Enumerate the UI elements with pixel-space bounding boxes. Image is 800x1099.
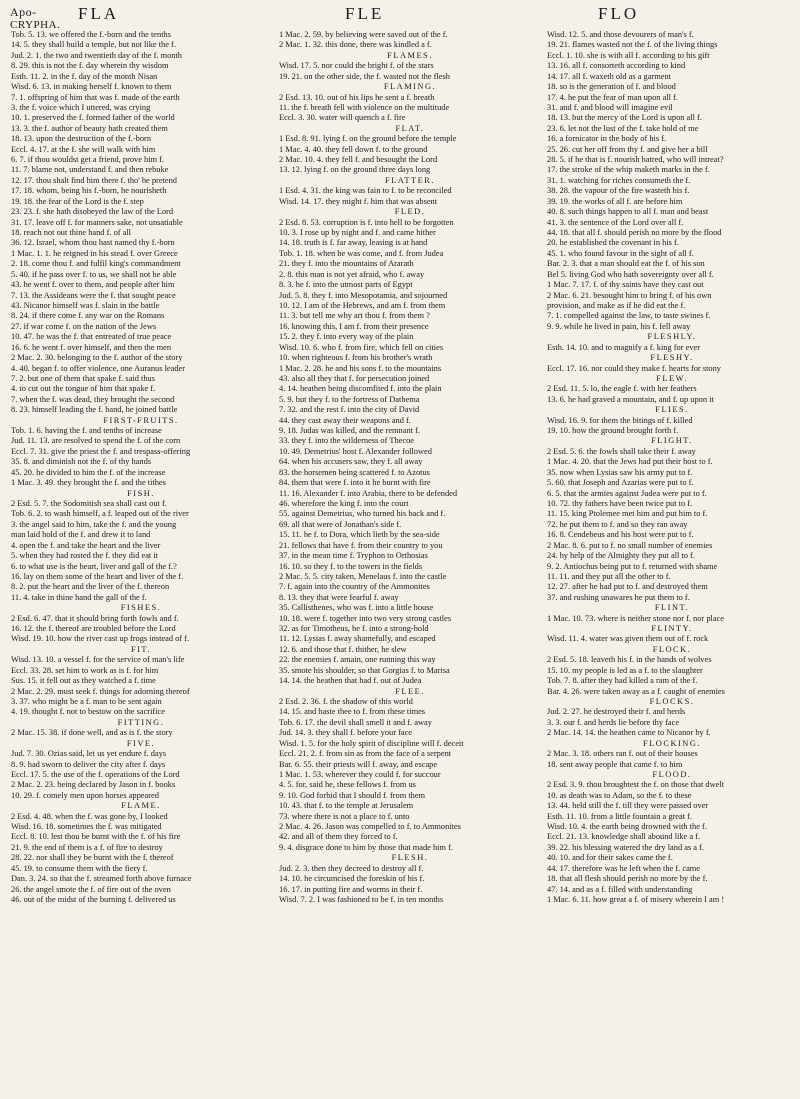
headword: FLESHLY. xyxy=(647,332,697,342)
concordance-entry: Eccl. 21. 2. f. from sin as from the face of a serpent xyxy=(279,749,452,759)
headword: FISHES. xyxy=(120,603,162,613)
concordance-entry: Wisd. 16. 9. for them the bitings of f. killed xyxy=(547,415,693,425)
concordance-entry: 16. lay on them some of the heart and liver of the f. xyxy=(11,571,184,581)
concordance-entry: 6. to what use is the heart, liver and gall of the f.? xyxy=(11,561,177,571)
concordance-entry: 73. where there is not a place to f. unto xyxy=(279,811,410,821)
concordance-entry: 2 Esd. 3. 9. thou broughtest the f. on those that dwelt xyxy=(547,780,725,790)
concordance-entry: 11. 3. but tell me why art thou f. from them ? xyxy=(279,311,430,321)
concordance-entry: 11. the f. breath fell with violence on the multitude xyxy=(279,102,450,112)
concordance-entry: 2 Mac. 10. 4. they fell f. and besought the Lord xyxy=(279,155,438,165)
concordance-entry: 2 Esd. 2. 36. f. the shadow of this world xyxy=(279,697,413,706)
concordance-entry: 69. all that were of Jonathan's side f. xyxy=(279,519,402,529)
concordance-entry: 18. so is the generation of f. and blood xyxy=(547,82,676,92)
concordance-entry: 13. 44. held still the f. till they were passed over xyxy=(547,801,709,811)
concordance-entry: 21. 9. the end of them is a f. of fire to destroy xyxy=(11,842,163,852)
headword: FLEW. xyxy=(656,373,688,383)
concordance-entry: 9. 18. Judas was killed, and the remnant f. xyxy=(279,426,420,436)
concordance-entry: 6. 7. if thou wouldst get a friend, prove him f. xyxy=(11,155,165,165)
concordance-entry: 4. to cut out the tongue of him that spake f. xyxy=(11,384,156,394)
concordance-entry: 1 Mac. 3. 49. they brought the f. and the tithes xyxy=(11,478,166,488)
concordance-entry: 24. by help of the Almighty they put all to f. xyxy=(547,551,695,561)
headword: FLAMING. xyxy=(383,82,437,92)
running-head-col3: FLO xyxy=(598,4,640,23)
concordance-entry: 1 Mac. 2. 59. by believing were saved out of the f. xyxy=(279,30,448,39)
concordance-entry: Wisd. 16. 18. sometimes the f. was mitigated xyxy=(11,822,162,832)
concordance-entry: 1 Mac. 4. 40. they fell down f. to the ground xyxy=(279,144,428,154)
headword: FITTING. xyxy=(117,717,165,727)
concordance-entry: 8. 24. if there come f. any war on the Romans xyxy=(11,311,165,321)
concordance-entry: 10. 18. were f. together into two very strong castles xyxy=(279,613,452,623)
concordance-entry: Eccl. 17. 16. nor could they make f. hearts for stony xyxy=(547,363,721,373)
headword: FIVE. xyxy=(126,738,156,748)
concordance-entry: Jud. 5. 8. they f. into Mesopotamia, and sojourned xyxy=(279,290,448,300)
concordance-entry: 44. 18. that all f. should perish no more by the flood xyxy=(547,228,722,238)
running-head-book xyxy=(10,5,60,31)
concordance-entry: 14. 14. the heathen that had f. out of Judea xyxy=(279,676,422,686)
concordance-entry: Tob. 7. 8. after they had killed a ram of the f. xyxy=(547,676,698,686)
concordance-entry: 16. a fornicator in the body of his f. xyxy=(547,134,667,144)
concordance-entry: 7. 1. compelled against the law, to taste swines f. xyxy=(547,311,711,321)
concordance-entry: Tob. 5. 13. we offered the f.-born and the tenths xyxy=(11,30,171,39)
concordance-entry: 5. when they had rosted the f. they did eat it xyxy=(11,551,158,561)
concordance-entry: Bar. 4. 26. were taken away as a f. caught of enemies xyxy=(547,686,725,696)
concordance-entry: 45. 20. he divided to him the f. of the increase xyxy=(11,467,166,477)
concordance-entry: 14. 15. and haste thee to f. from these times xyxy=(279,707,426,717)
concordance-entry: 10. 72. thy fathers have been twice put to f. xyxy=(547,498,693,508)
concordance-entry: 12. 17. thou shalt find him there f. tho' he pretend xyxy=(11,175,177,185)
concordance-entry: 13. 12. lying f. on the ground three days long xyxy=(279,165,431,175)
concordance-entry: 18. that all flesh should perish no more by the f. xyxy=(547,874,708,884)
concordance-entry: 1 Mac. 1. 53. wherever they could f. for succour xyxy=(279,769,441,779)
concordance-entry: Tob. 6. 2. to wash himself, a f. leaped out of the river xyxy=(11,509,189,519)
concordance-entry: 8. 29. this is not the f. day wherein thy wisdom xyxy=(11,61,169,71)
concordance-entry: 22. the enemies f. amain, one running this way xyxy=(279,655,436,665)
concordance-entry: Jud. 14. 3. they shall f. before your face xyxy=(279,728,413,738)
concordance-entry: 17. the stroke of the whip maketh marks in the f. xyxy=(547,165,710,175)
concordance-entry: 2 Mac. 4. 26. Jason was compelled to f. to Ammonites xyxy=(279,822,461,832)
concordance-entry: 16. 8. Cendebeus and his host were put to f. xyxy=(547,530,694,540)
concordance-entry: 31. 1. watching for riches consumeth the f. xyxy=(547,175,691,185)
headword: FISH. xyxy=(127,488,155,498)
concordance-entry: 2 Esd. 13. 10. out of his lips he sent a f. breath xyxy=(279,92,435,102)
concordance-entry: 18. 13. upon the destruction of the f.-born xyxy=(11,134,152,144)
concordance-entry: 13. 16. all f. consorteth according to kind xyxy=(547,61,686,71)
concordance-entry: 7. 13. the Assideans were the f. that sought peace xyxy=(11,290,176,300)
concordance-entry: 10. 43. that f. to the temple at Jerusalem xyxy=(279,801,414,811)
concordance-entry: 35. 8. and diminish not the f. of thy hands xyxy=(11,457,152,467)
concordance-entry: 43. he went f. over to them, and people after him xyxy=(11,280,175,290)
concordance-entry: Wisd. 12. 5. and those devourers of man's f. xyxy=(547,30,694,39)
concordance-entry: 40. 8. such things happen to all f. man and beast xyxy=(547,207,709,217)
concordance-entry: 17. 18. whom, being his f.-born, he nourisheth xyxy=(11,186,167,196)
concordance-entry: 2. 18. come thou f. and fulfil king's commandment xyxy=(11,259,181,269)
concordance-entry: 41. 3. the sentence of the Lord over all f. xyxy=(547,217,684,227)
concordance-entry: Eccl. 4. 17. at the f. she will walk with him xyxy=(11,144,156,154)
concordance-entry: 5. 60. that Joseph and Azarias were put to f. xyxy=(547,478,694,488)
concordance-entry: 20. he established the covenant in his f. xyxy=(547,238,679,248)
concordance-entry: 83. the horsemen being scattered f. to Azotus xyxy=(279,467,430,477)
concordance-entry: 21. fellows that have f. from their country to you xyxy=(279,540,443,550)
concordance-entry: 64. when his accusers saw, they f. all away xyxy=(279,457,423,467)
concordance-entry: Bel 5. living God who hath sovereignty over all f. xyxy=(547,269,714,279)
concordance-entry: 3. the f. voice which I uttered, was crying xyxy=(11,102,151,112)
concordance-entry: 43. also all they that f. for persecution joined xyxy=(279,373,430,383)
concordance-entry: 2 Mac. 2. 23. being declared by Jason in f. books xyxy=(11,780,176,790)
concordance-entry: 10. when righteous f. from his brother's wrath xyxy=(279,353,433,363)
concordance-entry: 16. 17. in putting fire and worms in their f. xyxy=(279,884,423,894)
concordance-entry: 8. 9. had sworn to deliver the city after f. days xyxy=(11,759,166,769)
concordance-entry: 43. Nicanor himself was f. slain in the battle xyxy=(11,300,160,310)
headword: FLESHY. xyxy=(650,353,694,363)
concordance-entry: 28. 5. if he that is f. nourish hatred, who will intreat? xyxy=(547,155,724,165)
concordance-entry: Wisd. 10. 4. the earth being drowned with the f. xyxy=(547,822,707,832)
concordance-entry: 16. knowing this, I am f. from their presence xyxy=(279,321,429,331)
concordance-entry: Eccl. 3. 30. water will quench a f. fire xyxy=(279,113,406,123)
headword: FIRST-FRUITS. xyxy=(103,415,179,425)
concordance-entry: 28. 22. nor shall they be burnt with the f. thereof xyxy=(11,853,174,863)
concordance-entry: 19. 10. how the ground brought forth f. xyxy=(547,426,679,436)
concordance-entry: Eccl. 21. 13. knowledge shall abound like a f. xyxy=(547,832,701,842)
concordance-entry: 2 Mac. 3. 18. others ran f. out of their houses xyxy=(547,749,698,759)
concordance-entry: 7. f. again into the country of the Ammonites xyxy=(279,582,430,592)
concordance-entry: 1 Mac. 1. 1. he reigned in his stead f. over Greece xyxy=(11,248,178,258)
concordance-entry: 46. wherefore the king f. into the court xyxy=(279,498,409,508)
concordance-entry: Eccl. 7. 31. give the priest the f. and trespass-offering xyxy=(11,446,191,456)
concordance-entry: 2 Mac. 15. 38. if done well, and as is f. the story xyxy=(11,728,173,738)
concordance-entry: Jud. 7. 30. Ozias said, let us yet endure f. days xyxy=(11,749,167,759)
concordance-entry: 14. 10. he circumcised the foreskin of his f. xyxy=(279,874,425,884)
concordance-entry: 32. as for Timotheus, he f. into a strong-hold xyxy=(279,624,429,634)
concordance-entry: 10. as death was to Adam, so the f. to these xyxy=(547,790,692,800)
concordance-entry: 47. 14. and as a f. filled with understanding xyxy=(547,884,693,894)
concordance-entry: 10. 47. he was the f. that entreated of true peace xyxy=(11,332,172,342)
concordance-entry: 31. and f. and blood will imagine evil xyxy=(547,102,673,112)
concordance-entry: 4. 14. heathen being discomfited f. into the plain xyxy=(279,384,442,394)
concordance-entry: Tob. 6. 17. the devil shall smell it and f. away xyxy=(279,717,432,727)
headword: FLAMES. xyxy=(387,50,433,60)
concordance-entry: 4. 19. thought f. not to bestow on the sacrifice xyxy=(11,707,165,717)
concordance-entry: 2 Esd. 5. 6. the fowls shall take their f. away xyxy=(547,446,696,456)
concordance-entry: 10. 12. I am of the Hebrews, and am f. from them xyxy=(279,300,446,310)
concordance-entry: 1 Mac. 6. 11. how great a f. of misery wherein I am ! xyxy=(547,895,725,905)
concordance-entry: 5. 40. if he pass over f. to us, we shall not be able xyxy=(11,269,177,279)
concordance-entry: 42. and all of them they forced to f. xyxy=(279,832,398,842)
concordance-entry: Tob. 1. 6. having the f. and tenths of increase xyxy=(11,426,162,436)
concordance-entry: 55. against Demetrius, who turned his back and f. xyxy=(279,509,446,519)
concordance-entry: 18. 13. but the mercy of the Lord is upon all f. xyxy=(547,113,702,123)
concordance-entry: 23. 23. f. she hath disobeyed the law of the Lord xyxy=(11,207,174,217)
concordance-entry: Wisd. 1. 5. for the holy spirit of discipline will f. deceit xyxy=(279,738,464,748)
concordance-entry: Jud. 11. 13. are resolved to spend the f. of the corn xyxy=(11,436,181,446)
concordance-entry: 72. he put them to f. and so they ran away xyxy=(547,519,688,529)
headword: FLATTER. xyxy=(385,175,435,185)
concordance-entry: 2 Mac. 8. 6. put to f. no small number of enemies xyxy=(547,540,713,550)
concordance-entry: 31. 17. leave off f. for manners sake, not unsatiable xyxy=(11,217,183,227)
concordance-entry: Wisd. 19. 10. how the river cast up frogs instead of f. xyxy=(11,634,190,644)
concordance-entry: 2 Esd. 6. 47. that it should bring forth fowls and f. xyxy=(11,613,179,623)
concordance-entry: 2 Mac. 6. 21. besought him to bring f. of his own xyxy=(547,290,712,300)
headword: FLAT. xyxy=(395,123,425,133)
concordance-entry: 2 Esd. 5. 18. leaveth his f. in the hands of wolves xyxy=(547,655,712,665)
concordance-entry: 9. 4. disgrace done to him by those that made him f. xyxy=(279,842,453,852)
headword: FLOCK. xyxy=(652,644,692,654)
concordance-entry: Eccl. 33. 28. set him to work as is f. for him xyxy=(11,665,159,675)
concordance-entry: 19. 18. the fear of the Lord is the f. step xyxy=(11,196,144,206)
concordance-entry: 1 Mac. 4. 20. that the Jews had put their host to f. xyxy=(547,457,713,467)
headword: FLOOD. xyxy=(652,769,692,779)
running-head-col2: FLE xyxy=(345,4,385,23)
concordance-entry: 1 Mac. 10. 73. where is neither stone nor f. nor place xyxy=(547,613,724,623)
headword: FLEE. xyxy=(395,686,425,696)
concordance-entry: Eccl. 1. 10. she is with all f. according to his gift xyxy=(547,50,710,60)
concordance-entry: 45. 1. who found favour in the sight of all f. xyxy=(547,248,694,258)
concordance-entry: 84. them that were f. into it he burnt with fire xyxy=(279,478,431,488)
concordance-entry: 39. 19. the works of all f. are before him xyxy=(547,196,683,206)
concordance-entry: 4. 5. for, said he, these fellows f. from us xyxy=(279,780,416,790)
concordance-entry: 11. 12. Lysias f. away shamefully, and escaped xyxy=(279,634,436,644)
concordance-entry: 19. 21. on the other side, the f. wasted not the flesh xyxy=(279,71,450,81)
concordance-entry: 3. the angel said to him, take the f. and the young xyxy=(11,519,177,529)
concordance-entry: 44. 17. therefore was he left when the f. came xyxy=(547,863,701,873)
concordance-entry: 10. 1. preserved the f. formed father of the world xyxy=(11,113,175,123)
concordance-entry: 15. 10. my people is led as a f. to the slaughter xyxy=(547,665,703,675)
concordance-entry: 19. 21. flames wasted not the f. of the living things xyxy=(547,40,718,50)
concordance-entry: 2 Esd. 5. 7. the Sodomitish sea shall cast out f. xyxy=(11,498,167,508)
concordance-entry: 12. 6. and those that f. thither, he slew xyxy=(279,644,407,654)
concordance-entry: 2 Mac. 5. 5. city taken, Menelaus f. into the castle xyxy=(279,571,447,581)
headword: FLOCKS. xyxy=(649,697,695,706)
concordance-entry: 10. 29. f. comely men upon horses appeared xyxy=(11,790,159,800)
concordance-entry: 16. 6. he went f. over himself, and then the men xyxy=(11,342,172,352)
concordance-entry: Jud. 2. 1. the two and twentieth day of the f. month xyxy=(11,50,182,60)
concordance-entry: 17. 4. he put the fear of man upon all f. xyxy=(547,92,678,102)
concordance-entry: 5. 9. but they f. to the fortress of Dathema xyxy=(279,394,420,404)
concordance-entry: Wisd. 6. 13. in making herself f. known to them xyxy=(11,82,172,92)
concordance-entry: 18. reach not out thine hand f. of all xyxy=(11,228,132,238)
concordance-entry: man laid hold of the f. and drew it to land xyxy=(11,530,151,540)
concordance-entry: 11. 4. take in thine hand the gall of the f. xyxy=(11,592,147,602)
concordance-entry: 2 Mac. 1. 32. this done, there was kindled a f. xyxy=(279,40,432,50)
concordance-entry: 1 Esd. 4. 31. the king was fain to f. to be reconciled xyxy=(279,186,452,196)
concordance-entry: 8. 23. himself leading the f. band, he joined battle xyxy=(11,405,178,415)
concordance-entry: Wisd. 14. 17. they might f. him that was absent xyxy=(279,196,438,206)
concordance-entry: 2 Esd. 4. 48. when the f. was gone by, I looked xyxy=(11,811,168,821)
concordance-entry: 6. 5. that the armies against Judea were put to f. xyxy=(547,488,707,498)
concordance-entry: 3. 3. our f. and herds lie before thy face xyxy=(547,717,680,727)
concordance-entry: 2 Esd. 11. 5. lo, the eagle f. with her feathers xyxy=(547,384,697,394)
concordance-entry: Eccl. 17. 5. the use of the f. operations of the Lord xyxy=(11,769,180,779)
headword: FLIES. xyxy=(655,405,689,415)
concordance-entry: 26. the angel smote the f. of fire out of the oven xyxy=(11,884,171,894)
headword: FLINT. xyxy=(654,603,690,613)
concordance-entry: 35. smote his shoulder, so that Gorgias f. to Marisa xyxy=(279,665,450,675)
headword: FLESH. xyxy=(391,853,429,863)
headword: FLED. xyxy=(394,207,426,217)
concordance-entry: 2 Mac. 14. 14. the heathen came to Nicanor by f. xyxy=(547,728,711,738)
concordance-entry: 9. 2. Antiochus being put to f. returned with shame xyxy=(547,561,718,571)
concordance-entry: Wisd. 7. 2. I was fashioned to be f. in ten months xyxy=(279,895,444,905)
concordance-entry: 1 Mac. 2. 28. he and his sons f. to the mountains xyxy=(279,363,442,373)
concordance-entry: 36. 12. Israel, whom thou hast named thy f.-born xyxy=(11,238,175,248)
concordance-entry: 8. 13. they that were fearful f. away xyxy=(279,592,399,602)
concordance-entry: 9. 10. God forbid that I should f. from them xyxy=(279,790,426,800)
headword: FIT. xyxy=(130,644,152,654)
concordance-entry: 15. 2. they f. into every way of the plain xyxy=(279,332,414,342)
concordance-entry: 23. 6. let not the lust of the f. take hold of me xyxy=(547,123,699,133)
concordance-entry: Sus. 15. it fell out as they watched a f. time xyxy=(11,676,156,686)
concordance-entry: 18. sent away people that came f. to him xyxy=(547,759,683,769)
concordance-entry: Jud. 2. 3. then they decreed to destroy all f. xyxy=(279,863,424,873)
concordance-entry: Bar. 2. 3. that a man should eat the f. of his son xyxy=(547,259,705,269)
headword: FLINTY. xyxy=(651,624,693,634)
concordance-entry: 37. in the mean time f. Tryphon to Orthosias xyxy=(279,551,428,561)
text-column-1 xyxy=(11,30,271,1090)
concordance-entry: 2 Mac. 2. 30. belonging to the f. author of the story xyxy=(11,353,183,363)
concordance-entry: Dan. 3. 24. so that the f. streamed forth above furnace xyxy=(11,874,192,884)
concordance-entry: Esth. 14. 10. and to magnify a f. king for ever xyxy=(547,342,701,352)
concordance-entry: Tob. 1. 18. when he was come, and f. from Judea xyxy=(279,248,444,258)
headword: FLIGHT. xyxy=(651,436,693,446)
concordance-entry: Wisd. 17. 5. nor could the bright f. of the stars xyxy=(279,61,434,71)
concordance-entry: 4. open the f. and take the heart and the liver xyxy=(11,540,161,550)
concordance-entry: 8. 3. he f. into the utmost parts of Egypt xyxy=(279,280,413,290)
concordance-entry: 16. 10. so they f. to the towers in the fields xyxy=(279,561,423,571)
concordance-entry: 35. Callisthenes, who was f. into a little house xyxy=(279,603,434,613)
concordance-entry: 7. when the f. was dead, they brought the second xyxy=(11,394,175,404)
concordance-entry: 3. 37. who might be a f. man to be sent again xyxy=(11,697,162,706)
concordance-entry: 14. 5. they shall build a temple, but not like the f. xyxy=(11,40,176,50)
concordance-entry: 13. 6. he had graved a mountain, and f. up upon it xyxy=(547,394,714,404)
concordance-entry: 7. 1. offspring of him that was f. made of the earth xyxy=(11,92,180,102)
concordance-entry: 14. 18. truth is f. far away, leasing is at hand xyxy=(279,238,428,248)
concordance-entry: 8. 2. put the heart and the liver of the f. thereon xyxy=(11,582,170,592)
concordance-entry: 13. 3. the f. author of beauty hath created them xyxy=(11,123,168,133)
headword: FLAME. xyxy=(121,801,161,811)
concordance-entry: Esth. 11. 10. from a little fountain a great f. xyxy=(547,811,693,821)
concordance-entry: Eccl. 8. 10. lest thou be burnt with the f. of his fire xyxy=(11,832,181,842)
concordance-entry: 11. 15. king Ptolemee met him and put him to f. xyxy=(547,509,708,519)
concordance-entry: 15. 11. he f. to Dora, which lieth by the sea-side xyxy=(279,530,440,540)
concordance-entry: 1 Mac. 7. 17. f. of thy saints have they cast out xyxy=(547,280,704,290)
concordance-entry: 39. 22. his blessing watered the dry land as a f. xyxy=(547,842,704,852)
concordance-entry: 16. 12. the f. thereof are troubled before the Lord xyxy=(11,624,176,634)
concordance-entry: 11. 11. and they put all the other to f. xyxy=(547,571,671,581)
text-column-3 xyxy=(547,30,797,1090)
concordance-entry: 38. 28. the vapour of the fire wasteth his f. xyxy=(547,186,690,196)
book-abbrev: Apo- xyxy=(10,5,37,19)
concordance-entry: Esth. 11. 2. in the f. day of the month Nisan xyxy=(11,71,158,81)
concordance-entry: 2 Mac. 2. 29. must seek f. things for adorning thereof xyxy=(11,686,190,696)
concordance-entry: 25. 26. cut her off from thy f. and give her a bill xyxy=(547,144,708,154)
concordance-entry: 4. 40. began f. to offer violence, one Auranus leader xyxy=(11,363,186,373)
concordance-entry: 11. 16. Alexander f. into Arabia, there to be defended xyxy=(279,488,458,498)
concordance-entry: 10. 49. Demetrius' host f. Alexander followed xyxy=(279,446,432,456)
text-column-2 xyxy=(279,30,541,1090)
concordance-entry: 2. 8. this man is not yet afraid, who f. away xyxy=(279,269,425,279)
concordance-entry: provision, and make as if he did eat the f. xyxy=(547,300,686,310)
concordance-entry: Wisd. 10. 6. who f. from fire, which fell on cities xyxy=(279,342,444,352)
concordance-entry: 46. out of the midst of the burning f. delivered us xyxy=(11,895,176,905)
concordance-entry: 37. and rushing unawares he put them to f. xyxy=(547,592,690,602)
concordance-entry: 7. 2. but one of them that spake f. said thus xyxy=(11,373,155,383)
concordance-entry: 2 Esd. 8. 53. corruption is f. into hell to be forgotten xyxy=(279,217,454,227)
concordance-entry: 40. 10. and for their sakes came the f. xyxy=(547,853,673,863)
concordance-entry: 11. 7. blame not, understand f. and then rebuke xyxy=(11,165,169,175)
concordance-entry: 14. 17. all f. waxeth old as a garment xyxy=(547,71,671,81)
concordance-entry: 10. 3. I rose up by night and f. and came hither xyxy=(279,228,436,238)
concordance-entry: 35. now when Lysias saw his army put to f. xyxy=(547,467,693,477)
headword: FLOCKING. xyxy=(643,738,701,748)
concordance-entry: 45. 19. to consume them with the fiery f. xyxy=(11,863,148,873)
concordance-entry: 12. 27. after he had put to f. and destroyed them xyxy=(547,582,708,592)
concordance-entry: 1 Esd. 8. 91. lying f. on the ground before the temple xyxy=(279,134,457,144)
concordance-entry: Wisd. 11. 4. water was given them out of f. rock xyxy=(547,634,709,644)
concordance-entry: 33. they f. into the wilderness of Thecoe xyxy=(279,436,414,446)
concordance-entry: 27. if war come f. on the nation of the Jews xyxy=(11,321,157,331)
concordance-entry: 44. they cast away their weapons and f. xyxy=(279,415,411,425)
concordance-entry: 9. 9. while he lived in pain, his f. fell away xyxy=(547,321,691,331)
book-abbrev-sub: CRYPHA. xyxy=(10,19,61,31)
concordance-entry: Bar. 6. 55. their priests will f. away, and escape xyxy=(279,759,438,769)
running-head-col1: FLA xyxy=(78,4,120,23)
concordance-entry: 7. 32. and the rest f. into the city of David xyxy=(279,405,420,415)
concordance-entry: Wisd. 13. 10. a vessel f. for the service of man's life xyxy=(11,655,185,665)
concordance-entry: 21. they f. into the mountains of Ararath xyxy=(279,259,414,269)
concordance-entry: Jud. 2. 27. he destroyed their f. and herds xyxy=(547,707,686,717)
